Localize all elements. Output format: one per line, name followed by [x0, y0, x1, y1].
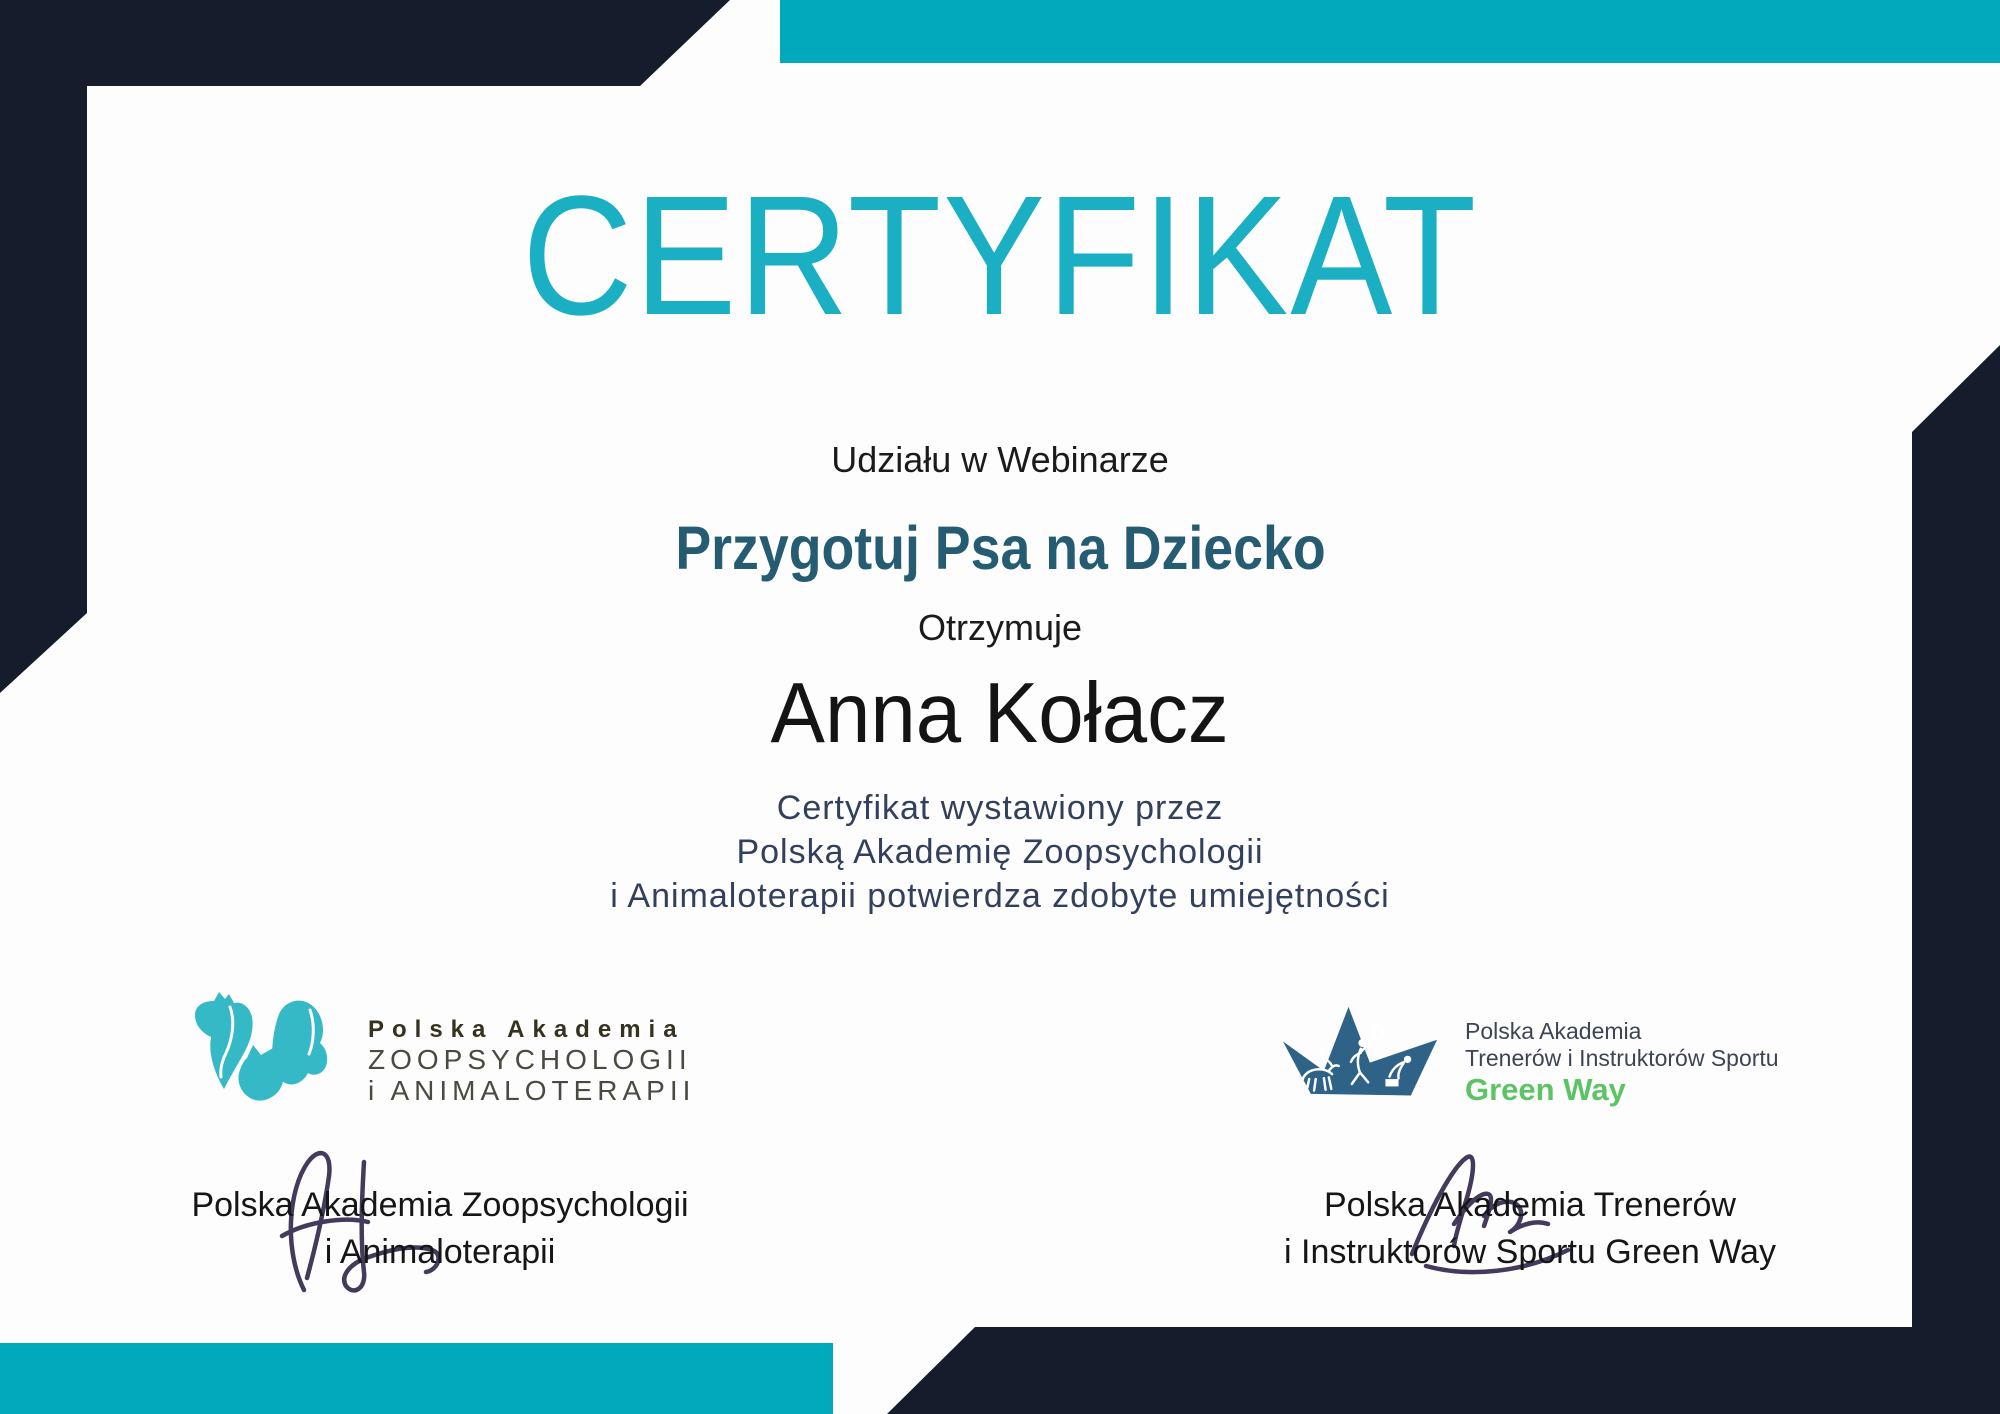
intro-label: Udziału w Webinarze	[831, 439, 1169, 480]
right-signatory-block	[1250, 1182, 1810, 1276]
horse-dog-cat-heads-icon	[183, 990, 335, 1126]
recipient-name	[0, 666, 2000, 761]
issuer-statement-line: Certyfikat wystawiony przez	[776, 789, 1224, 827]
left-signatory-block	[180, 1182, 700, 1276]
certificate-title	[0, 161, 2000, 351]
left-logo-name: Polska Akademia	[368, 1016, 685, 1043]
issuer-statement-line: i Animaloterapii potwierdza zdobyte umiejętności	[610, 877, 1390, 915]
right-logo-line1: Polska Akademia	[1465, 1018, 1642, 1044]
certificate-title-text: CERTYFIKAT	[522, 161, 1478, 351]
issuer-statement-line: Polską Akademię Zoopsychologii	[736, 833, 1264, 871]
issuer-statement	[0, 786, 2000, 918]
right-signatory-line: i Instruktorów Sportu Green Way	[1284, 1233, 1776, 1271]
top-teal-bar	[780, 0, 2000, 63]
receives-label: Otrzymuje	[917, 607, 1083, 648]
right-logo-green-way: Green Way	[1465, 1072, 1626, 1107]
left-signatory-line: Polska Akademia Zoopsychologii	[191, 1186, 689, 1224]
webinar-title	[0, 514, 2000, 582]
sports-crown-icon	[1278, 998, 1442, 1106]
bottom-teal-bar	[0, 1343, 833, 1414]
right-logo-line2: Trenerów i Instruktorów Sportu	[1465, 1045, 1779, 1071]
recipient-name-text: Anna Kołacz	[770, 666, 1230, 761]
left-logo-line3: i ANIMALOTERAPII	[368, 1075, 696, 1106]
webinar-title-text: Przygotuj Psa na Dziecko	[674, 514, 1326, 582]
left-signatory-line: i Animaloterapii	[324, 1233, 556, 1271]
right-signatory-line: Polska Akademia Trenerów	[1324, 1186, 1736, 1224]
left-logo-line2: ZOOPSYCHOLOGII	[368, 1044, 692, 1075]
